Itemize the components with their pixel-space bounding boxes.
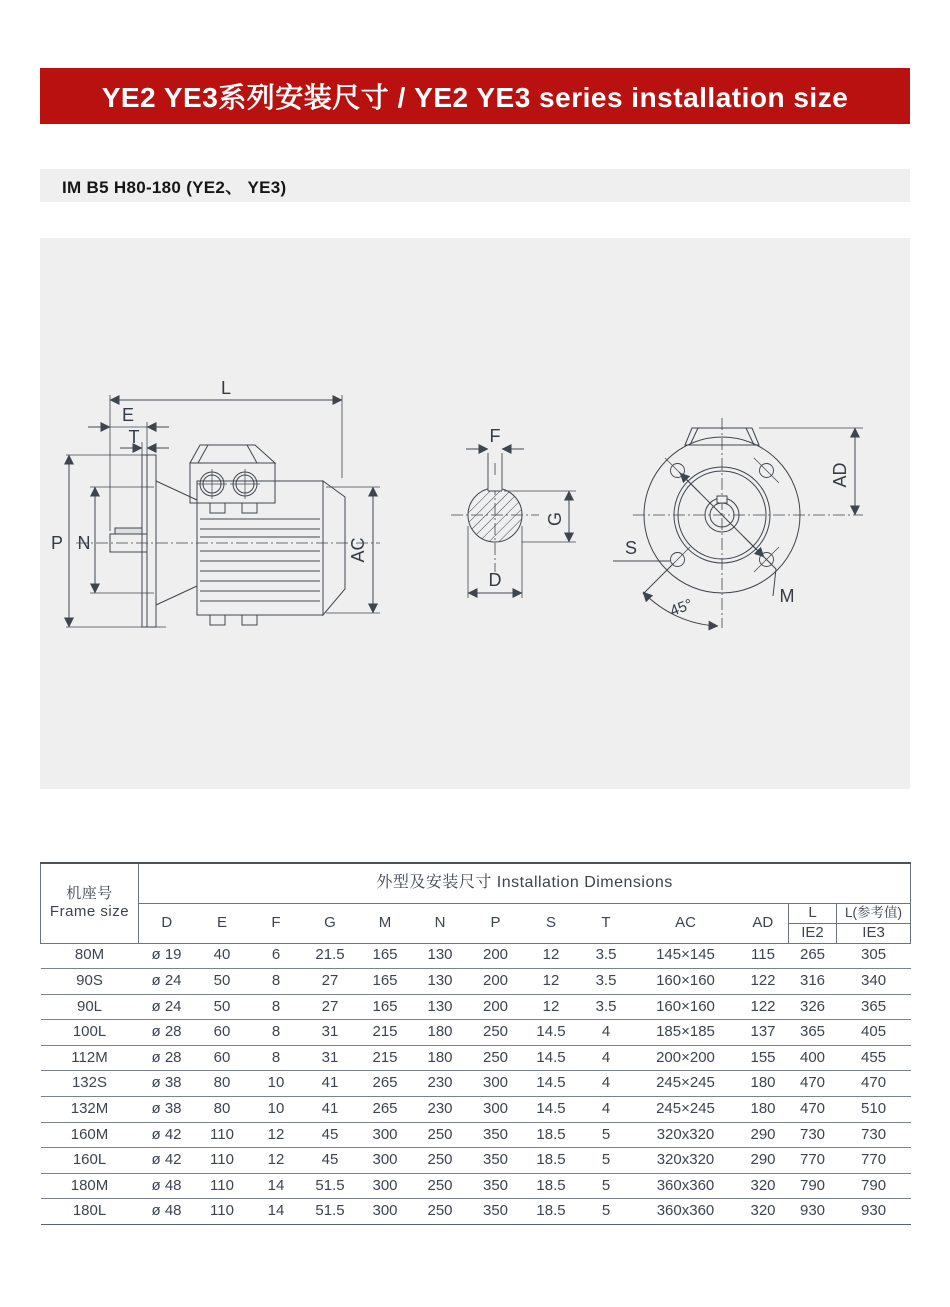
cell: 265 [358, 1071, 413, 1097]
cell: 12 [524, 994, 579, 1020]
cell: 51.5 [303, 1173, 358, 1199]
table-row [41, 1071, 911, 1097]
shaft-key [115, 528, 142, 534]
dim-label-E: E [121, 405, 135, 425]
cell: 50 [195, 969, 250, 995]
cell: ø 42 [139, 1122, 195, 1148]
cell: 320x320 [634, 1122, 738, 1148]
cell: 350 [468, 1173, 524, 1199]
col-header-IE2: IE2 [789, 923, 837, 943]
cell: 160×160 [634, 994, 738, 1020]
cell: 770 [789, 1148, 837, 1174]
cell: 340 [837, 969, 911, 995]
cell: 21.5 [303, 943, 358, 969]
cell: 930 [837, 1199, 911, 1225]
page-title: YE2 YE3系列安装尺寸 / YE2 YE3 series installation size [101, 82, 849, 113]
cell: 250 [413, 1122, 468, 1148]
cell: 41 [303, 1097, 358, 1123]
cell: 300 [358, 1199, 413, 1225]
dim-label-S: S [624, 538, 638, 558]
cell: 470 [789, 1071, 837, 1097]
cell: 360x360 [634, 1173, 738, 1199]
cell: 41 [303, 1071, 358, 1097]
cell-frame: 90S [41, 969, 139, 995]
col-header-S: S [524, 903, 579, 943]
cell: 245×245 [634, 1097, 738, 1123]
cell: 14 [250, 1199, 303, 1225]
cell: 200×200 [634, 1045, 738, 1071]
cell: 160×160 [634, 969, 738, 995]
col-header-F: F [250, 903, 303, 943]
table-row [41, 1045, 911, 1071]
dim-label-N: N [77, 533, 91, 553]
cell: 180 [738, 1071, 789, 1097]
dim-label-P: P [50, 533, 64, 553]
flange-front-view [613, 418, 863, 628]
cell: 470 [789, 1097, 837, 1123]
cell: 137 [738, 1020, 789, 1046]
col-header-E: E [195, 903, 250, 943]
cell-frame: 132M [41, 1097, 139, 1123]
cell: 200 [468, 969, 524, 995]
cell: 115 [738, 943, 789, 969]
cell: ø 48 [139, 1199, 195, 1225]
table-row [41, 1097, 911, 1123]
dim-label-AD: AD [830, 462, 850, 488]
cell: 14.5 [524, 1071, 579, 1097]
cell: 250 [468, 1045, 524, 1071]
cell: 45 [303, 1122, 358, 1148]
cell: 215 [358, 1045, 413, 1071]
cell-frame: 180M [41, 1173, 139, 1199]
cell: 130 [413, 943, 468, 969]
dim-label-F: F [489, 426, 501, 446]
cell: 250 [468, 1020, 524, 1046]
cell: 730 [789, 1122, 837, 1148]
col-header-D: D [139, 903, 195, 943]
col-header-IE3: IE3 [837, 923, 911, 943]
cell: 365 [837, 994, 911, 1020]
installation-dimensions-table [40, 862, 911, 1225]
frame-size-header [41, 863, 139, 943]
cell: 350 [468, 1199, 524, 1225]
cell-frame: 100L [41, 1020, 139, 1046]
cell: 18.5 [524, 1122, 579, 1148]
span-header: 外型及安装尺寸 Installation Dimensions [139, 863, 911, 903]
cell: 130 [413, 969, 468, 995]
flange-plate [142, 455, 156, 627]
cell: 790 [837, 1173, 911, 1199]
motor-side-view [66, 395, 380, 627]
cell: 320x320 [634, 1148, 738, 1174]
cell: 50 [195, 994, 250, 1020]
cell: 3.5 [579, 969, 634, 995]
cell: 14.5 [524, 1020, 579, 1046]
fan-cover [323, 481, 345, 615]
installation-drawing [40, 238, 910, 789]
col-header-G: G [303, 903, 358, 943]
cell: 155 [738, 1045, 789, 1071]
cell: 300 [358, 1173, 413, 1199]
col-header-M: M [358, 903, 413, 943]
cell-frame: 180L [41, 1199, 139, 1225]
cell: 180 [413, 1020, 468, 1046]
table-row [41, 1122, 911, 1148]
cell: 80 [195, 1071, 250, 1097]
cell: ø 48 [139, 1173, 195, 1199]
shaft-section [468, 488, 522, 542]
cell: 122 [738, 994, 789, 1020]
cell: 350 [468, 1122, 524, 1148]
cell-frame: 160M [41, 1122, 139, 1148]
cell: 250 [413, 1148, 468, 1174]
cell: 18.5 [524, 1148, 579, 1174]
table-row [41, 1148, 911, 1174]
cell: 110 [195, 1199, 250, 1225]
cell: 245×245 [634, 1071, 738, 1097]
cell: 470 [837, 1071, 911, 1097]
cell: 215 [358, 1020, 413, 1046]
cell: 8 [250, 994, 303, 1020]
cell-frame: 90L [41, 994, 139, 1020]
cell-frame: 112M [41, 1045, 139, 1071]
dim-label-L: L [220, 378, 232, 398]
cell: 230 [413, 1097, 468, 1123]
cell: 145×145 [634, 943, 738, 969]
table-row [41, 969, 911, 995]
cell-frame: 80M [41, 943, 139, 969]
cell: ø 38 [139, 1071, 195, 1097]
cell: 12 [524, 969, 579, 995]
cell: 250 [413, 1199, 468, 1225]
col-header-T: T [579, 903, 634, 943]
table-row [41, 1020, 911, 1046]
cell: 10 [250, 1071, 303, 1097]
table-row [41, 943, 911, 969]
subtitle-strip [40, 169, 910, 202]
cell: 316 [789, 969, 837, 995]
cell: 305 [837, 943, 911, 969]
cell: 18.5 [524, 1173, 579, 1199]
col-header-P: P [468, 903, 524, 943]
cell: 27 [303, 994, 358, 1020]
cell: ø 28 [139, 1020, 195, 1046]
cell: 930 [789, 1199, 837, 1225]
cell: ø 42 [139, 1148, 195, 1174]
cell: 230 [413, 1071, 468, 1097]
cell: 365 [789, 1020, 837, 1046]
cell: 165 [358, 994, 413, 1020]
title-banner [40, 68, 910, 124]
frame-size-zh: 机座号 [66, 884, 113, 902]
cell: 510 [837, 1097, 911, 1123]
cell: ø 19 [139, 943, 195, 969]
cell: 40 [195, 943, 250, 969]
cell: 12 [524, 943, 579, 969]
cell: 250 [413, 1173, 468, 1199]
cell: 45 [303, 1148, 358, 1174]
cell-frame: 160L [41, 1148, 139, 1174]
cell: 122 [738, 969, 789, 995]
cell: 4 [579, 1045, 634, 1071]
dim-label-AC: AC [348, 537, 368, 563]
cell: 790 [789, 1173, 837, 1199]
cell: 130 [413, 994, 468, 1020]
cell: 290 [738, 1148, 789, 1174]
table-row [41, 1199, 911, 1225]
cell: 51.5 [303, 1199, 358, 1225]
cell: 110 [195, 1148, 250, 1174]
cell: 14.5 [524, 1097, 579, 1123]
cell: 60 [195, 1020, 250, 1046]
col-header-L-ref: L(参考值) [837, 903, 911, 923]
dim-label-G: G [545, 511, 565, 527]
cell: 6 [250, 943, 303, 969]
dim-label-45deg: 45° [667, 595, 696, 620]
cell: 14.5 [524, 1045, 579, 1071]
cell: 4 [579, 1020, 634, 1046]
motor-housing [197, 481, 323, 615]
cell: 200 [468, 994, 524, 1020]
cell: 300 [468, 1097, 524, 1123]
cell: 185×185 [634, 1020, 738, 1046]
cell: 180 [738, 1097, 789, 1123]
col-header-L: L [789, 903, 837, 923]
cell: 165 [358, 943, 413, 969]
side-view-labels [51, 378, 368, 563]
cell: 326 [789, 994, 837, 1020]
cell: 3.5 [579, 943, 634, 969]
cell: 5 [579, 1122, 634, 1148]
cell: 31 [303, 1020, 358, 1046]
cell: 4 [579, 1071, 634, 1097]
cell: 730 [837, 1122, 911, 1148]
frame-size-en: Frame size [49, 903, 130, 921]
cell: 5 [579, 1199, 634, 1225]
cell: 3.5 [579, 994, 634, 1020]
cell: ø 24 [139, 969, 195, 995]
cell: 290 [738, 1122, 789, 1148]
cell: 60 [195, 1045, 250, 1071]
dim-label-M: M [779, 586, 795, 606]
cell: 360x360 [634, 1199, 738, 1225]
cell: 300 [358, 1122, 413, 1148]
cell: 320 [738, 1173, 789, 1199]
cell: 8 [250, 1020, 303, 1046]
cell: 18.5 [524, 1199, 579, 1225]
cell: 110 [195, 1173, 250, 1199]
cell: 180 [413, 1045, 468, 1071]
cell: 320 [738, 1199, 789, 1225]
cell: 8 [250, 969, 303, 995]
cell: ø 24 [139, 994, 195, 1020]
technical-drawing-panel [40, 238, 910, 789]
cell: 80 [195, 1097, 250, 1123]
cell: 31 [303, 1045, 358, 1071]
cell: 10 [250, 1097, 303, 1123]
table-row [41, 1173, 911, 1199]
cell: 455 [837, 1045, 911, 1071]
col-header-AC: AC [634, 903, 738, 943]
cell: 4 [579, 1097, 634, 1123]
cell: 400 [789, 1045, 837, 1071]
cell: ø 38 [139, 1097, 195, 1123]
subtitle-text: IM B5 H80-180 (YE2、 YE3) [62, 178, 287, 197]
cell: 200 [468, 943, 524, 969]
cell: 405 [837, 1020, 911, 1046]
col-header-N: N [413, 903, 468, 943]
cell: 165 [358, 969, 413, 995]
cell: 265 [358, 1097, 413, 1123]
cell: 110 [195, 1122, 250, 1148]
cell: 300 [358, 1148, 413, 1174]
cell: ø 28 [139, 1045, 195, 1071]
cell-frame: 132S [41, 1071, 139, 1097]
dim-label-D: D [488, 570, 502, 590]
col-header-AD: AD [738, 903, 789, 943]
cell: 350 [468, 1148, 524, 1174]
cell: 265 [789, 943, 837, 969]
cell: 12 [250, 1148, 303, 1174]
cell: 5 [579, 1173, 634, 1199]
flange-view-labels [625, 462, 850, 619]
cell: 12 [250, 1122, 303, 1148]
cell: 8 [250, 1045, 303, 1071]
cell: 770 [837, 1148, 911, 1174]
dim-label-T: T [128, 427, 140, 447]
cell: 300 [468, 1071, 524, 1097]
cell: 14 [250, 1173, 303, 1199]
cell: 27 [303, 969, 358, 995]
cell: 5 [579, 1148, 634, 1174]
table-row [41, 994, 911, 1020]
